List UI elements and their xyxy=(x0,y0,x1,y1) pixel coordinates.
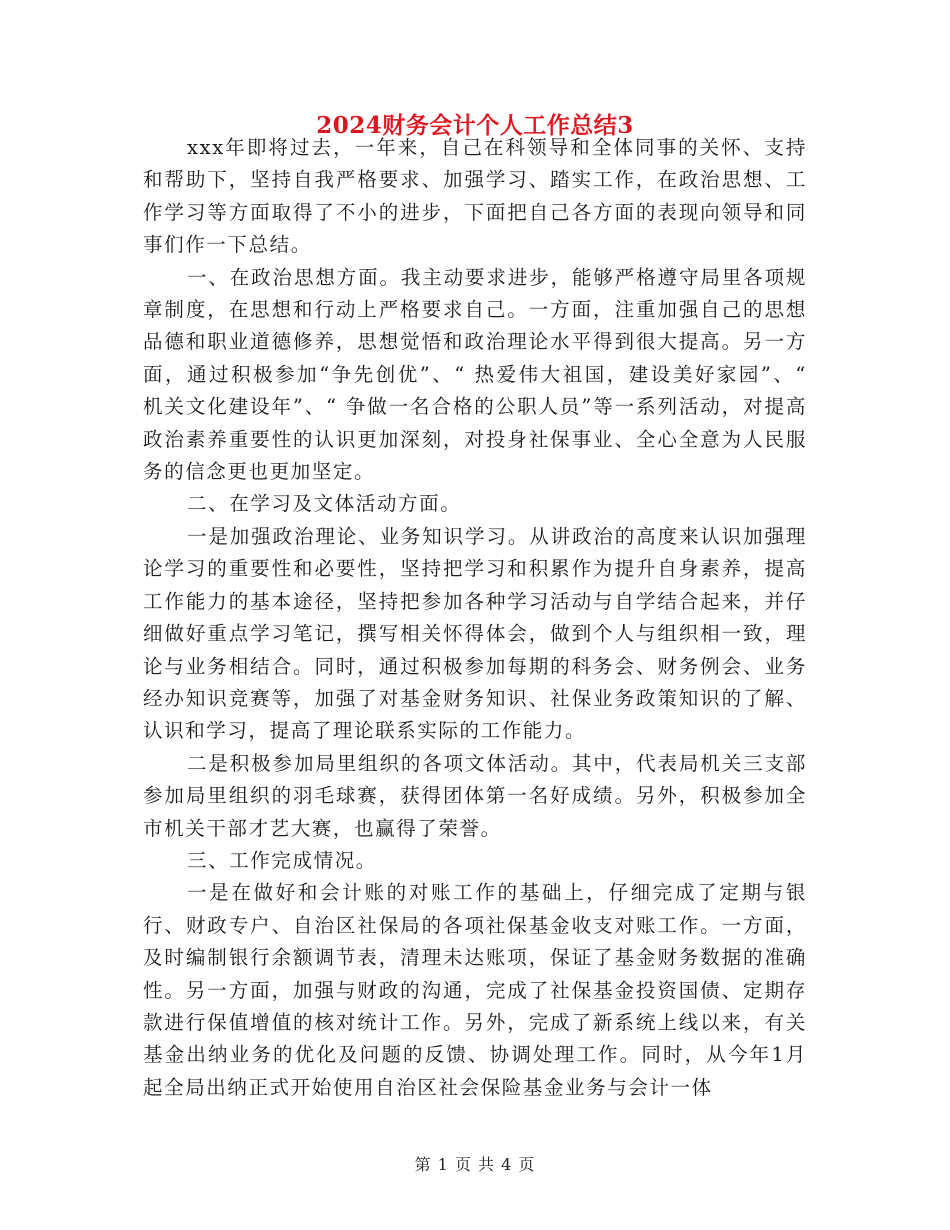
paragraph-intro: xxx年即将过去，一年来，自己在科领导和全体同事的关怀、支持和帮助下，坚持自我严格要求、加强学习、踏实工作，在政治思想、工作学习等方面取得了不小的进步，下面把自己各方面的表现向领导和同事们作一下总结。 xyxy=(143,136,807,257)
paragraph-reconciliation: 一是在做好和会计账的对账工作的基础上，仔细完成了定期与银行、财政专户、自治区社保局的各项社保基金收支对账工作。一方面，及时编制银行余额调节表，清理未达账项，保证了基金财务数据的准确性。另一方面，加强与财政的沟通，完成了社保基金投资国债、定期存款进行保值增值的核对统计工作。另外，完成了新系统上线以来，有关基金出纳业务的优化及问题的反馈、协调处理工作。同时，从今年1月起全局出纳正式开始使用自治区社会保险基金业务与会计一体 xyxy=(143,881,807,1099)
paragraph-theory-study: 一是加强政治理论、业务知识学习。从讲政治的高度来认识加强理论学习的重要性和必要性，坚持把学习和积累作为提升自身素养，提高工作能力的基本途径，坚持把参加各种学习活动与自学结合起来，并仔细做好重点学习笔记，撰写相关怀得体会，做到个人与组织相一致，理论与业务相结合。同时，通过积极参加每期的科务会、财务例会、业务经办知识竞赛等，加强了对基金财务知识、社保业务政策知识的了解、认识和学习，提高了理论联系实际的工作能力。 xyxy=(143,524,807,743)
page-footer: 第 1 页 共 4 页 xyxy=(414,1155,536,1174)
paragraph-study-heading: 二、在学习及文体活动方面。 xyxy=(187,492,462,516)
paragraph-work-heading: 三、工作完成情况。 xyxy=(187,848,377,872)
document-body xyxy=(143,132,807,1104)
document-title: 2024财务会计个人工作总结3 xyxy=(316,112,634,139)
paragraph-political-thought: 一、在政治思想方面。我主动要求进步，能够严格遵守局里各项规章制度，在思想和行动上严格要求自己。一方面，注重加强自己的思想品德和职业道德修养，思想觉悟和政治理论水平得到很大提高。另一方面，通过积极参加“争先创优”、“ 热爱伟大祖国，建设美好家园”、“ 机关文化建设年”、“ 争做一名合格的公职人员”等一系列活动，对提高政治素养重要性的认识更加深刻，对投身社保事业、全心全意为人民服务的信念更也更加坚定。 xyxy=(143,265,807,484)
paragraph-sports-activities: 二是积极参加局里组织的各项文体活动。其中，代表局机关三支部参加局里组织的羽毛球赛，获得团体第一名好成绩。另外，积极参加全市机关干部才艺大赛，也赢得了荣誉。 xyxy=(143,751,807,840)
